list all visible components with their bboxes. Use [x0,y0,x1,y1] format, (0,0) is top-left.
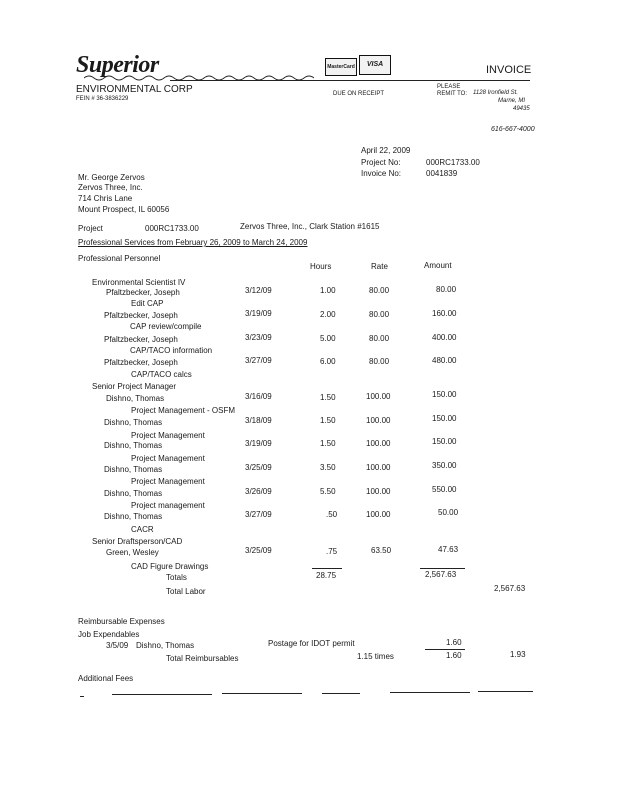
reimbursable-name: Dishno, Thomas [136,641,195,650]
reimbursable-amount: 1.60 [446,638,462,647]
bottom-rule [112,694,212,695]
bill-to-line: Mount Prospect, IL 60056 [78,205,170,214]
labor-name: Dishno, Thomas [104,441,163,450]
services-heading: Professional Services from February 26, 2009 to March 24, 2009 [78,238,308,247]
reimbursable-times: 1.15 times [357,652,394,661]
labor-amount: 150.00 [432,437,457,446]
labor-name: Green, Wesley [106,548,159,557]
labor-date: 3/25/09 [245,546,272,555]
labor-rate: 80.00 [369,334,390,343]
total-labor-value: 2,567.63 [494,584,526,593]
labor-note: CAP/TACO calcs [131,370,192,379]
labor-rate: 100.00 [366,416,391,425]
column-hours: Hours [310,262,332,271]
totals-amount: 2,567.63 [425,570,457,579]
project-number: 000RC1733.00 [145,224,199,233]
labor-date: 3/19/09 [245,309,272,318]
bottom-rule [222,693,302,694]
visa-logo: VISA [359,55,391,75]
labor-rate: 100.00 [366,510,391,519]
reimbursable-total-label: Total Reimbursables [166,654,239,663]
labor-date: 3/25/09 [245,463,272,472]
labor-note: Project management [131,501,205,510]
labor-amount: 150.00 [432,414,457,423]
labor-amount: 400.00 [432,333,457,342]
remit-line-1: 1128 Ironfield St. [473,90,518,96]
labor-note: Project Management [131,477,205,486]
project-no-label: Project No: [361,158,401,167]
mastercard-logo: MasterCard [325,58,357,76]
labor-rate: 100.00 [366,392,391,401]
hours-total-rule [312,568,342,569]
labor-name: Dishno, Thomas [104,512,163,521]
remit-line-3: 49435 [513,106,530,112]
bottom-rule [478,691,533,692]
labor-hours: 1.00 [320,286,336,295]
labor-category: Senior Draftsperson/CAD [92,537,183,546]
labor-hours: .50 [326,510,338,519]
labor-amount: 50.00 [438,508,459,517]
labor-name: Pfaltzbecker, Joseph [104,311,178,320]
labor-rate: 80.00 [369,286,390,295]
reimbursable-heading: Reimbursable Expenses [78,617,165,626]
labor-name: Dishno, Thomas [104,465,163,474]
labor-note: CAP review/compile [130,322,202,331]
labor-hours: 5.50 [320,487,336,496]
labor-rate: 100.00 [366,487,391,496]
project-description: Zervos Three, Inc., Clark Station #1615 [240,222,380,231]
labor-amount: 350.00 [432,461,457,470]
reimbursable-date: 3/5/09 [106,641,129,650]
labor-date: 3/27/09 [245,510,272,519]
column-amount: Amount [424,261,452,270]
labor-hours: 1.50 [320,393,336,402]
labor-category: Senior Project Manager [92,382,177,391]
amount-total-rule [420,568,465,569]
labor-note: CAD Figure Drawings [131,562,209,571]
column-rate: Rate [371,262,388,271]
labor-hours: 1.50 [320,416,336,425]
labor-date: 3/12/09 [245,286,272,295]
totals-label: Totals [166,573,187,582]
labor-rate: 80.00 [369,357,390,366]
bottom-rule [390,692,470,693]
remit-label-2: REMIT TO: [437,91,468,97]
labor-name: Pfaltzbecker, Joseph [106,288,180,297]
labor-hours: 3.50 [320,463,336,472]
remit-line-2: Marne, MI [498,98,526,104]
totals-hours: 28.75 [316,571,337,580]
labor-amount: 550.00 [432,485,457,494]
labor-amount: 150.00 [432,390,457,399]
remit-label-1: PLEASE [437,84,461,90]
project-no-value: 000RC1733.00 [426,158,480,167]
bill-to-line: 714 Chris Lane [78,194,133,203]
reimbursable-description: Postage for IDOT permit [268,639,355,648]
labor-hours: 5.00 [320,334,336,343]
company-fein: FEIN # 36-3836229 [76,96,129,102]
labor-hours: 6.00 [320,357,336,366]
labor-amount: 480.00 [432,356,457,365]
labor-date: 3/19/09 [245,439,272,448]
header-rule [170,80,530,81]
labor-note: Project Management [131,431,205,440]
labor-note: Edit CAP [131,299,164,308]
reimbursable-total-rule [425,649,465,650]
invoice-no-value: 0041839 [426,169,458,178]
labor-note: Project Management [131,454,205,463]
labor-amount: 47.63 [438,545,459,554]
total-labor-label: Total Labor [166,587,206,596]
labor-category: Environmental Scientist IV [92,278,186,287]
project-label: Project [78,224,103,233]
invoice-no-label: Invoice No: [361,169,402,178]
company-name: ENVIRONMENTAL CORP [76,84,193,95]
personnel-heading: Professional Personnel [78,254,161,263]
reimbursable-total: 1.93 [510,650,526,659]
labor-date: 3/23/09 [245,333,272,342]
labor-note: CACR [131,525,154,534]
labor-name: Pfaltzbecker, Joseph [104,335,178,344]
invoice-date: April 22, 2009 [361,146,411,155]
labor-amount: 80.00 [436,285,457,294]
labor-rate: 63.50 [371,546,392,555]
bill-to-line: Mr. George Zervos [78,173,145,182]
labor-date: 3/26/09 [245,487,272,496]
additional-fees-heading: Additional Fees [78,674,134,683]
reimbursable-subheading: Job Expendables [78,630,140,639]
labor-date: 3/16/09 [245,392,272,401]
bottom-rule [80,696,84,697]
labor-name: Dishno, Thomas [106,394,165,403]
company-phone: 616-667-4000 [491,126,535,133]
labor-note: Project Management - OSFM [131,406,236,415]
labor-note: CAP/TACO information [130,346,213,355]
bill-to-line: Zervos Three, Inc. [78,183,143,192]
payment-cards [325,55,391,77]
labor-rate: 100.00 [366,439,391,448]
company-logo: Superior [76,52,159,78]
labor-hours: .75 [326,547,338,556]
due-terms: DUE ON RECEIPT [333,91,385,97]
invoice-label: INVOICE [486,64,532,76]
reimbursable-subtotal: 1.60 [446,651,462,660]
labor-name: Dishno, Thomas [104,418,163,427]
labor-amount: 160.00 [432,309,457,318]
labor-name: Dishno, Thomas [104,489,163,498]
labor-rate: 80.00 [369,310,390,319]
bottom-rule [322,693,360,694]
labor-date: 3/18/09 [245,416,272,425]
labor-rate: 100.00 [366,463,391,472]
labor-name: Pfaltzbecker, Joseph [104,358,178,367]
labor-hours: 2.00 [320,310,336,319]
labor-date: 3/27/09 [245,356,272,365]
labor-hours: 1.50 [320,439,336,448]
